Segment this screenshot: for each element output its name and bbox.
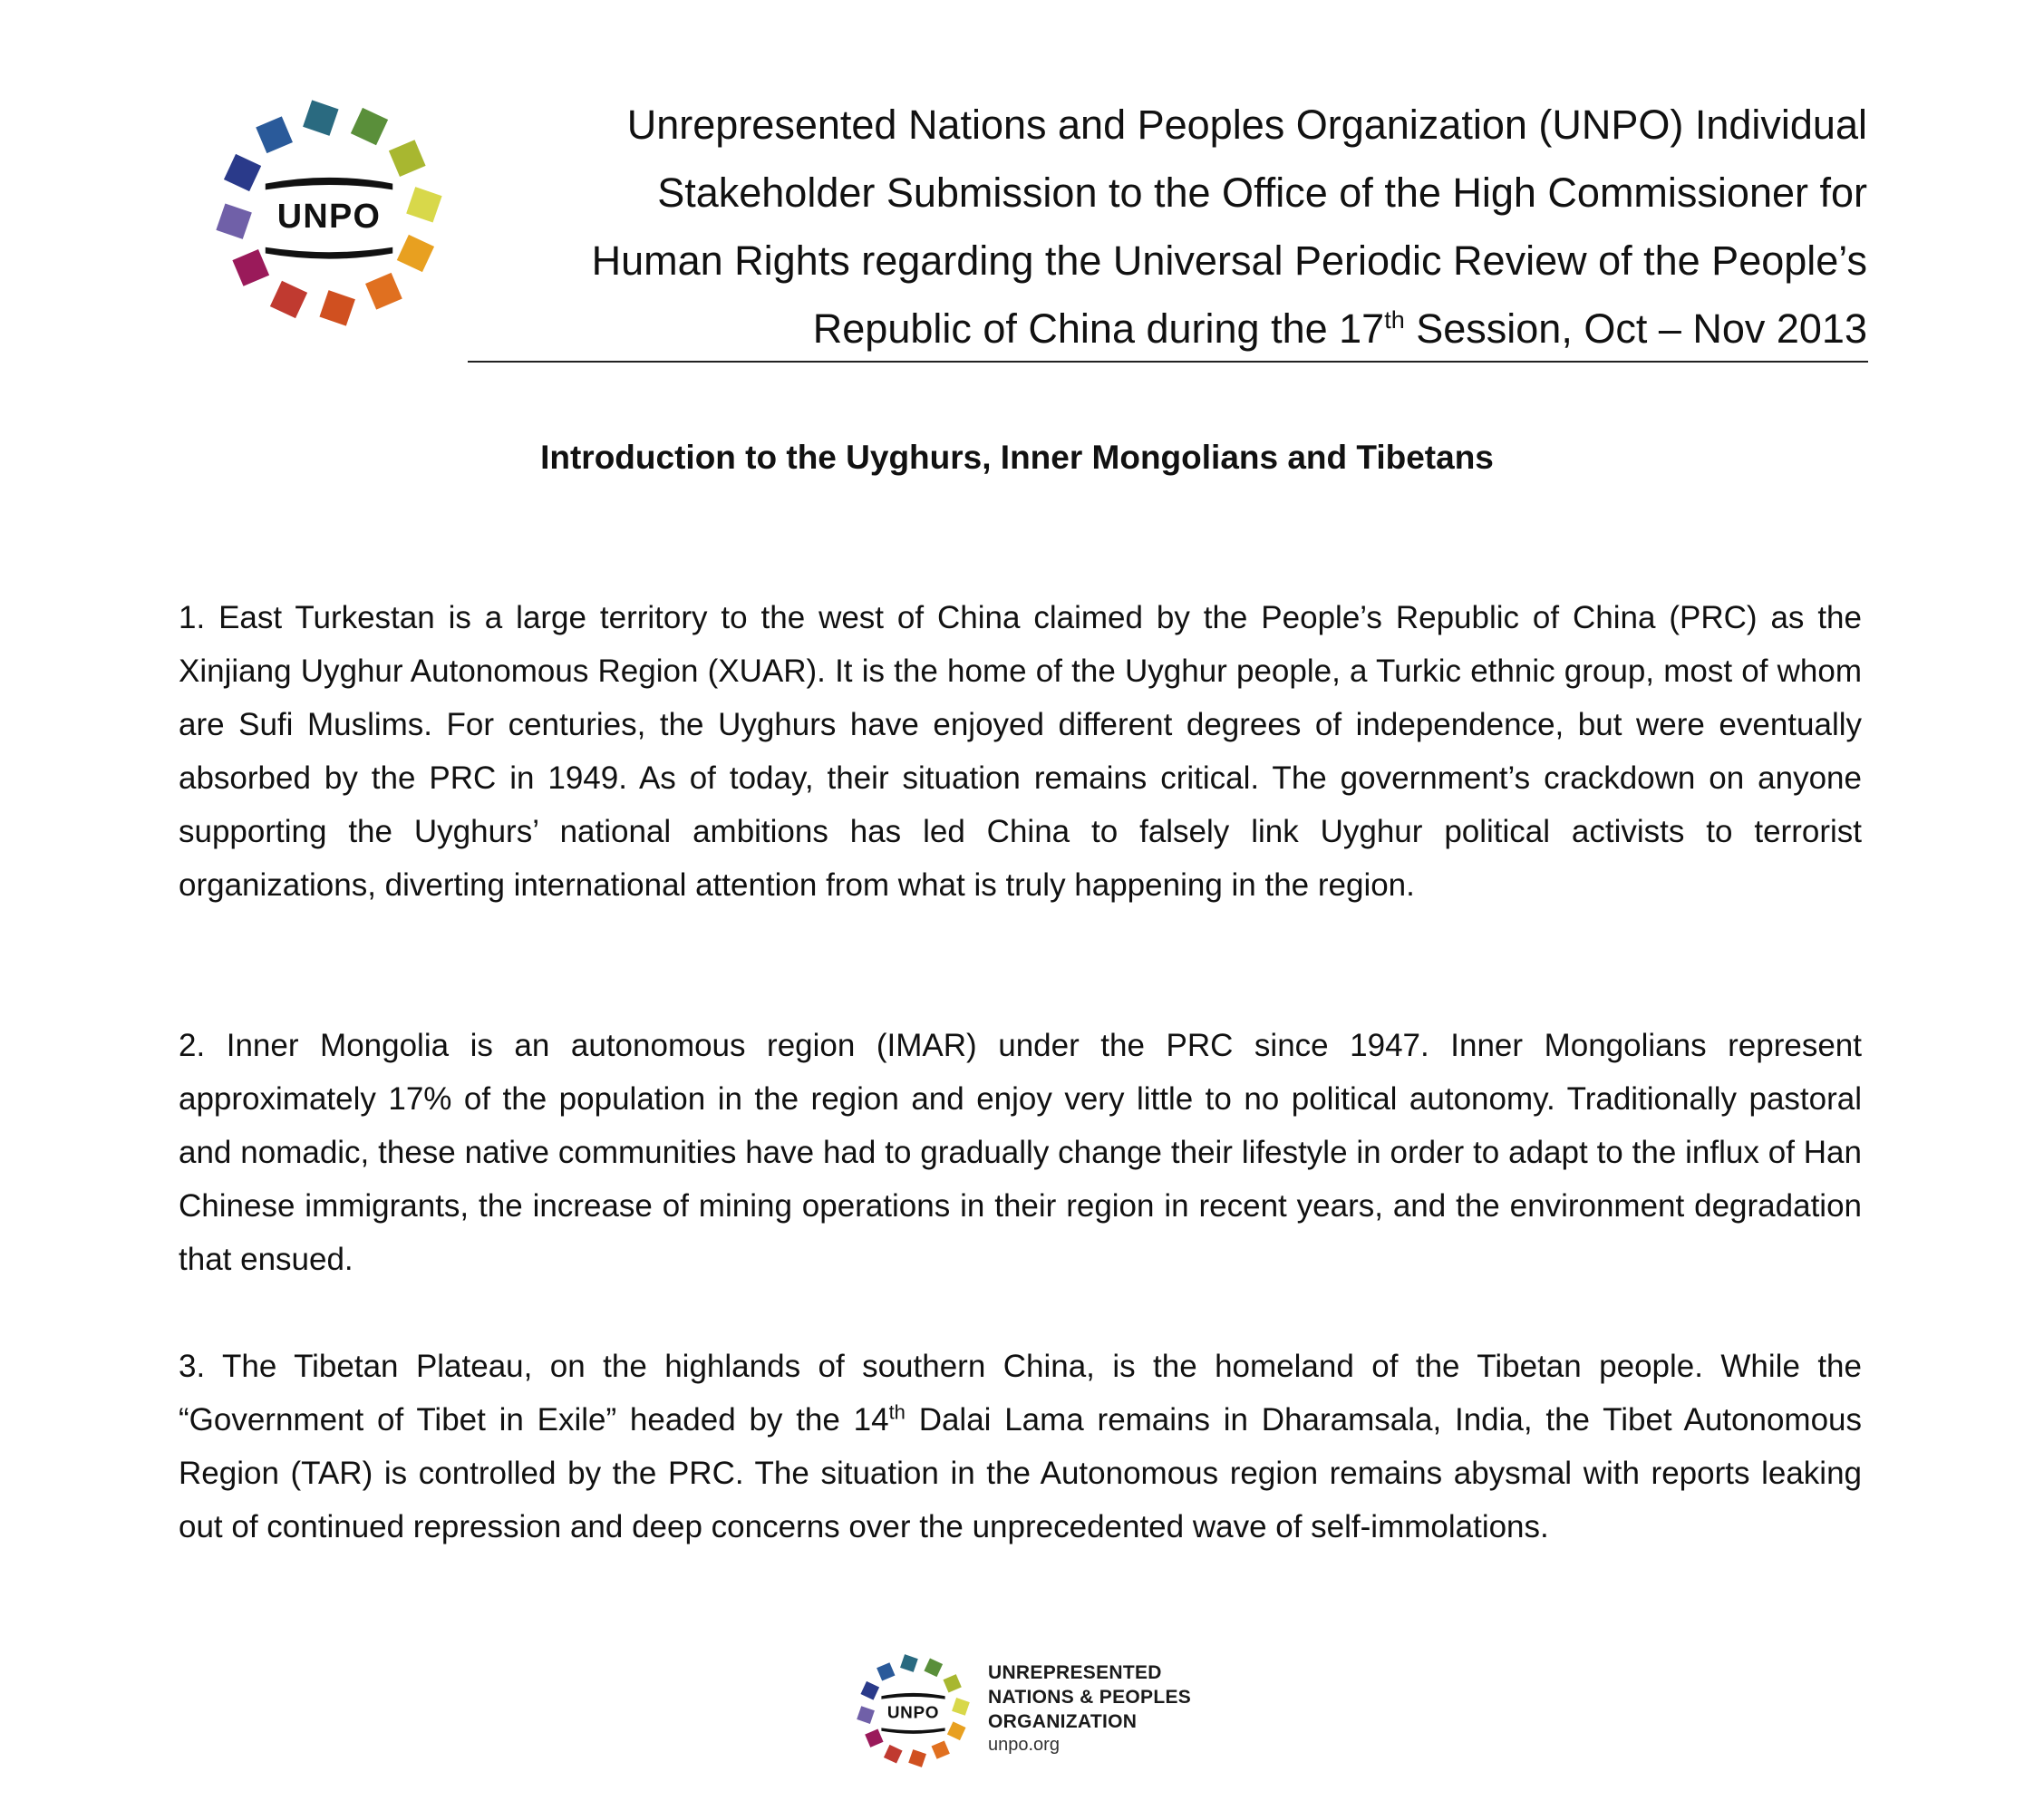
footer-org-line-1: UNREPRESENTED — [988, 1662, 1162, 1683]
footer-logo-ring-segment-10 — [860, 1681, 879, 1700]
footer-logo-ring-segment-12 — [900, 1654, 918, 1672]
footer-logo-text: UNPO — [886, 1703, 940, 1723]
logo-ring-segment-11 — [256, 116, 293, 153]
title-line-4-start: Republic of China during the 17 — [812, 305, 1385, 352]
footer-logo-ring-segment-7 — [884, 1745, 903, 1764]
logo-ring-segment-4 — [397, 235, 434, 272]
footer-logo-arc-bottom — [881, 1728, 944, 1733]
unpo-logo-text: UNPO — [276, 198, 382, 237]
logo-ring-segment-3 — [406, 187, 441, 222]
title-line-3: Human Rights regarding the Universal Periodic Review of the People’s — [591, 237, 1867, 284]
paragraph-tibet-end: Dalai Lama remains in Dharamsala, India, the Tibet Autonomous Region (TAR) is controlled by the PRC. The situation in the Autonomous region remains abysmal with reports leaking out of continued repression and deep concerns over the unprecedented wave of self-immolations. — [179, 1402, 1863, 1544]
logo-ring-segment-8 — [232, 249, 269, 286]
paragraph-inner-mongolia: 2. Inner Mongolia is an autonomous region (IMAR) under the PRC since 1947. Inner Mongolians represent approximately 17% of the population in the region and enjoy very little to no political autonomy. Traditionally pastoral and nomadic, these native communities have had to gradually change their lifestyle in order to adapt to the influx of Han Chinese immigrants, the increase of mining operations in their region in recent years, and the environment degradation that ensued. — [179, 1028, 1862, 1277]
logo-ring-segment-9 — [216, 203, 251, 238]
paragraph-tibet — [179, 1340, 1862, 1554]
unpo-logo — [207, 91, 451, 335]
title-line-4-end: Session, Oct – Nov 2013 — [1404, 305, 1867, 352]
logo-ring-segment-7 — [270, 281, 307, 318]
paragraph-east-turkestan: 1. East Turkestan is a large territory to the west of China claimed by the People’s Republic of China (PRC) as the Xinjiang Uyghur Autonomous Region (XUAR). It is the home of the Uyghur people, a Turkic ethnic group, most of whom are Sufi Muslims. For centuries, the Uyghurs have enjoyed different degrees of independence, but were eventually absorbed by the PRC in 1949. As of today, their situation remains critical. The government’s crackdown on anyone supporting the Uyghurs’ national ambitions has led China to falsely link Uyghur political activists to terrorist organizations, diverting international attention from what is truly happening in the region. — [179, 600, 1862, 903]
logo-ring-segment-1 — [351, 108, 388, 145]
footer-organization-name — [988, 1660, 1191, 1734]
paragraph-tibet-superscript: th — [888, 1400, 906, 1424]
footer-org-line-3: ORGANIZATION — [988, 1711, 1138, 1732]
title-superscript: th — [1384, 306, 1405, 334]
logo-ring-segment-5 — [365, 273, 402, 310]
footer-logo-ring-segment-3 — [952, 1698, 970, 1716]
header-divider — [468, 361, 1868, 363]
title-line-1: Unrepresented Nations and Peoples Organization (UNPO) Individual — [626, 102, 1867, 148]
unpo-logo-arc-top — [266, 178, 392, 190]
footer-org-line-2: NATIONS & PEOPLES — [988, 1687, 1192, 1708]
footer-logo-ring-segment-6 — [908, 1749, 926, 1767]
footer-logo-ring-segment-9 — [857, 1706, 875, 1724]
section-heading: Introduction to the Uyghurs, Inner Mongolians and Tibetans — [540, 439, 1494, 476]
footer-logo-ring-segment-2 — [943, 1674, 961, 1692]
paragraph-tibet-start: 3. The Tibetan Plateau, on the highlands of southern China, is the homeland of the Tibetan people. While the “Government of Tibet in Exile” headed by the 14 — [179, 1349, 1862, 1438]
logo-ring-segment-2 — [389, 140, 426, 177]
logo-ring-segment-10 — [224, 154, 261, 191]
footer-logo-ring-segment-5 — [932, 1740, 950, 1758]
logo-ring-segment-6 — [319, 290, 354, 325]
unpo-logo-arc-bottom — [266, 247, 392, 259]
footer-logo-arc-top — [881, 1693, 944, 1699]
title-line-4 — [471, 295, 1867, 363]
footer-unpo-logo — [852, 1650, 974, 1772]
document-title — [471, 91, 1867, 363]
footer-logo-ring-segment-1 — [924, 1658, 943, 1677]
footer-logo-ring-segment-8 — [865, 1729, 883, 1747]
footer-logo-ring-segment-4 — [947, 1721, 966, 1740]
footer-logo-ring-segment-11 — [877, 1662, 895, 1680]
title-line-2: Stakeholder Submission to the Office of the High Commissioner for — [657, 169, 1867, 216]
footer-url[interactable]: unpo.org — [988, 1735, 1060, 1755]
logo-ring-segment-12 — [303, 100, 338, 135]
